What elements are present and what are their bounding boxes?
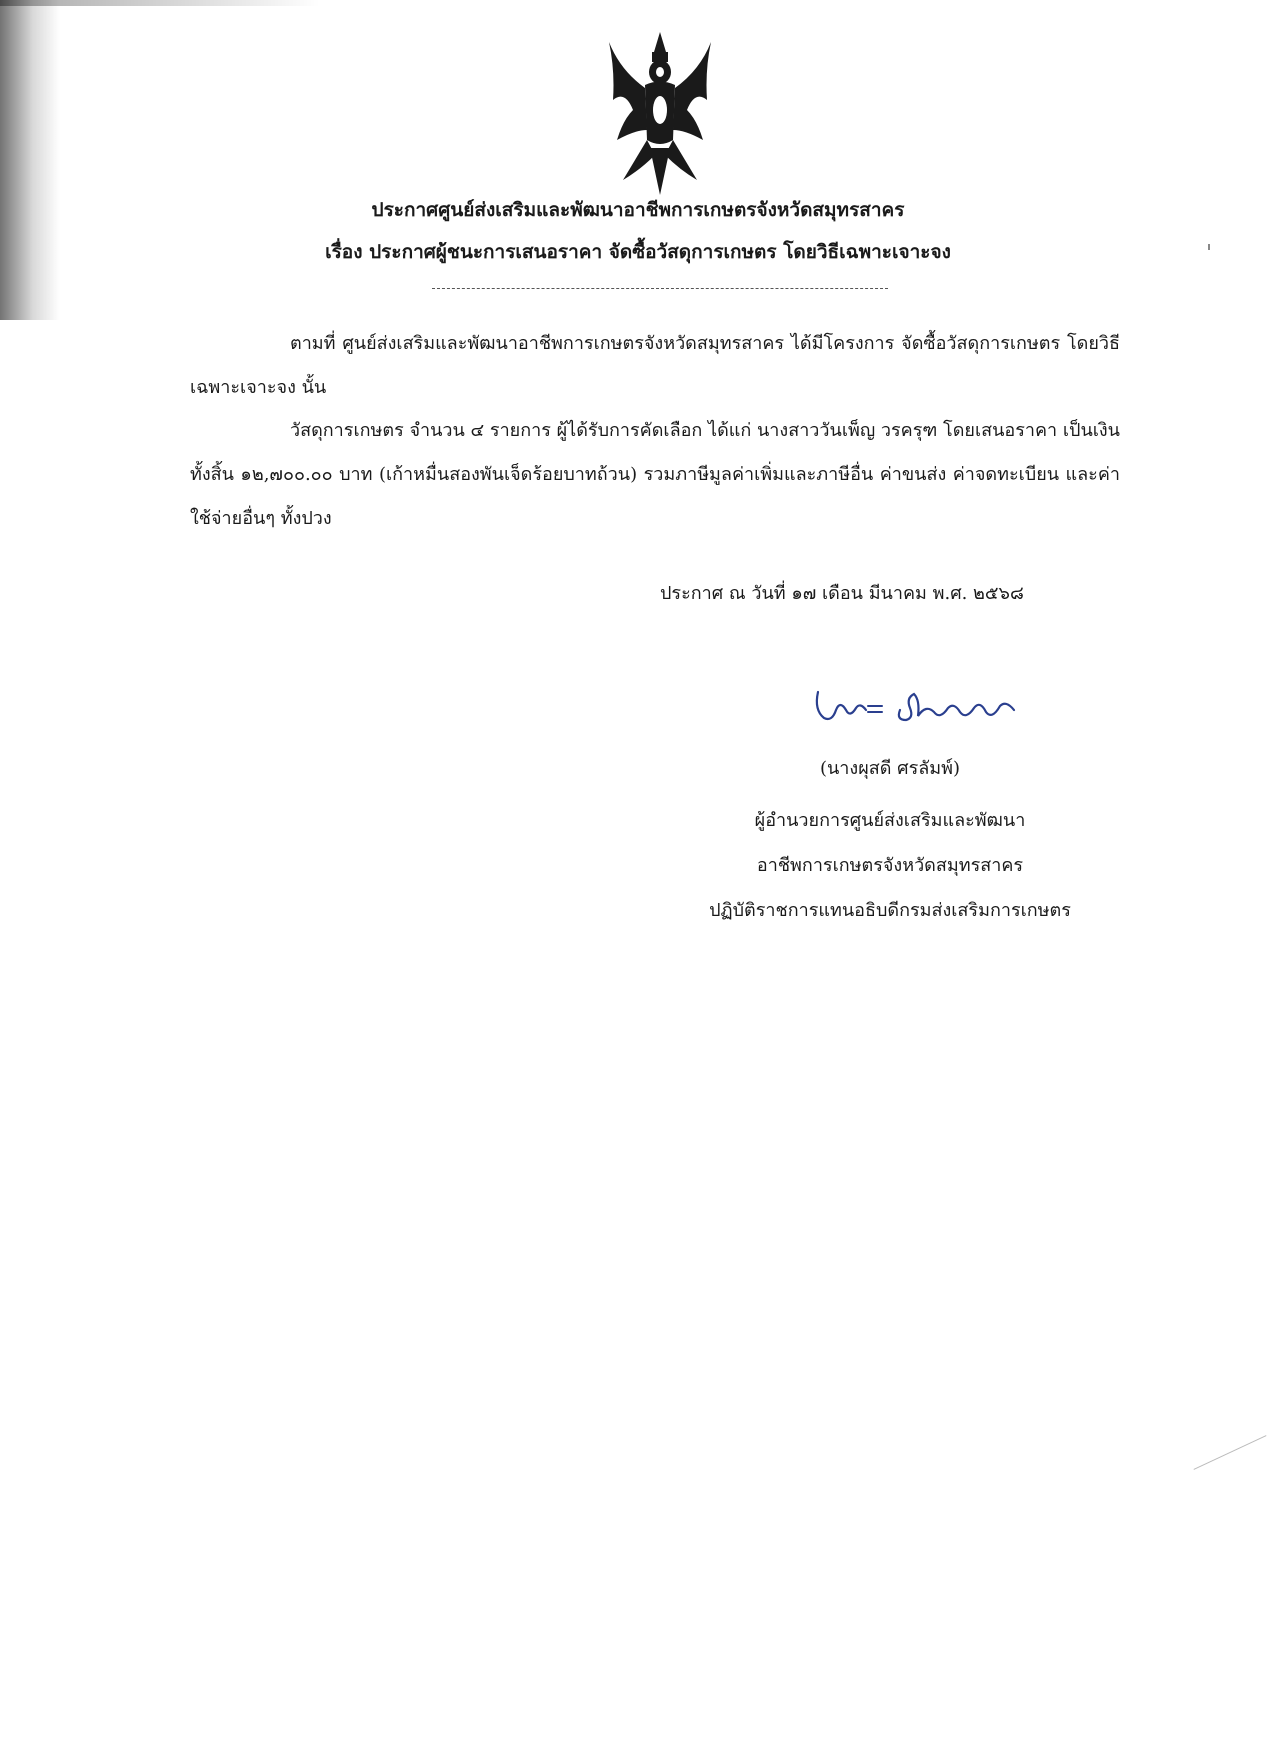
announcement-date: ประกาศ ณ วันที่ ๑๗ เดือน มีนาคม พ.ศ. ๒๕๖๘ [660, 583, 1024, 604]
scan-edge-shadow [0, 0, 60, 320]
garuda-emblem-icon [605, 30, 715, 200]
document-title: ประกาศศูนย์ส่งเสริมและพัฒนาอาชีพการเกษตรจังหวัดสมุทรสาคร [371, 199, 905, 221]
scan-mark [1194, 1435, 1267, 1470]
title-divider [432, 288, 888, 289]
signer-position-2: อาชีพการเกษตรจังหวัดสมุทรสาคร [756, 855, 1024, 876]
handwritten-signature [810, 680, 1030, 730]
scan-top-shadow [0, 0, 320, 6]
scan-speck [1208, 244, 1210, 250]
body-paragraph-1: ตามที่ ศูนย์ส่งเสริมและพัฒนาอาชีพการเกษตรจังหวัดสมุทรสาคร ได้มีโครงการ จัดซื้อวัสดุการเกษตร โดยวิธีเฉพาะเจาะจง นั้น [190, 333, 1120, 398]
signer-name: (นางผุสดี ศรลัมพ์) [819, 758, 961, 779]
document-subject: เรื่อง ประกาศผู้ชนะการเสนอราคา จัดซื้อวัสดุการเกษตร โดยวิธีเฉพาะเจาะจง [325, 241, 951, 263]
signer-position-3: ปฏิบัติราชการแทนอธิบดีกรมส่งเสริมการเกษตร [709, 900, 1071, 921]
body-paragraph-2: วัสดุการเกษตร จำนวน ๔ รายการ ผู้ได้รับการคัดเลือก ได้แก่ นางสาววันเพ็ญ วรครุฑ โดยเสนอราคา เป็นเงินทั้งสิ้น ๑๒,๗๐๐.๐๐ บาท (เก้าหมื่นสองพันเจ็ดร้อยบาทถ้วน) รวมภาษีมูลค่าเพิ่มและภาษีอื่น ค่าขนส่ง ค่าจดทะเบียน และค่าใช้จ่ายอื่นๆ ทั้งปวง [190, 420, 1120, 529]
signer-position-1: ผู้อำนวยการศูนย์ส่งเสริมและพัฒนา [754, 810, 1026, 831]
